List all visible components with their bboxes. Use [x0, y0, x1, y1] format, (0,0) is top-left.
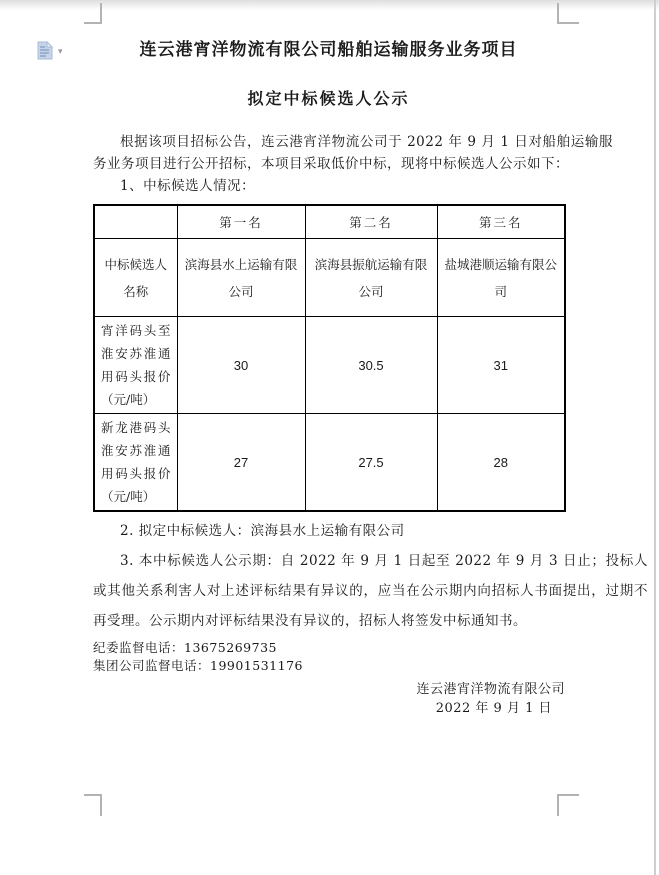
- supervision-phone-group: 集团公司监督电话：19901531176: [93, 658, 303, 673]
- item1-heading: 1、中标候选人情况：: [120, 178, 256, 194]
- paste-options-button[interactable]: [35, 40, 73, 64]
- document-page: [93, 0, 648, 718]
- table-header-cell-rank1: 第一名: [177, 205, 305, 239]
- price-cell: 30: [177, 317, 305, 414]
- margin-crop-mark-bottom-left: [84, 794, 102, 816]
- price-cell: 30.5: [305, 317, 437, 414]
- candidate-3-name: 盐城港顺运输有限公司: [437, 239, 565, 317]
- item2-paragraph: 2. 拟定中标候选人：滨海县水上运输有限公司: [120, 523, 405, 539]
- table-header-cell-rank2: 第二名: [305, 205, 437, 239]
- document-subtitle: 拟定中标候选人公示: [247, 89, 410, 108]
- row-label-candidate-name: 中标候选人名称: [94, 239, 177, 317]
- chevron-down-icon[interactable]: ▾: [58, 46, 63, 57]
- table-header-cell: [94, 205, 177, 239]
- margin-crop-mark-bottom-right: [557, 794, 579, 816]
- table-row-candidate-names: [94, 239, 565, 317]
- signature-date: 2022 年 9 月 1 日: [435, 701, 552, 716]
- table-header-cell-rank3: 第三名: [437, 205, 565, 239]
- table-row-price-xinlonggang: [94, 414, 565, 512]
- price-cell: 31: [437, 317, 565, 414]
- intro-paragraph: 根据该项目招标公告，连云港宵洋物流公司于 2022 年 9 月 1 日对船舶运输服务业务项目进行公开招标，本项目采取低价中标，现将中标候选人公示如下：: [93, 134, 613, 172]
- row-label-price-xinlonggang: 新龙港码头淮安苏淮通用码头报价（元/吨）: [94, 414, 177, 512]
- bid-candidates-table: [93, 204, 566, 512]
- signature-block: [93, 680, 648, 718]
- item3-paragraph: 3. 本中标候选人公示期：自 2022 年 9 月 1 日起至 2022 年 9 月 3 日止；投标人或其他关系利害人对上述评标结果有异议的，应当在公示期内向招标人书面提出，过期不再受理。公示期内对评标结果没有异议的，招标人将签发中标通知书。: [93, 553, 648, 629]
- candidate-1-name: 滨海县水上运输有限公司: [177, 239, 305, 317]
- signature-company: 连云港宵洋物流有限公司: [416, 682, 565, 697]
- document-title: 连云港宵洋物流有限公司船舶运输服务业务项目: [139, 40, 518, 60]
- supervision-phone-discipline: 纪委监督电话：13675269735: [93, 640, 277, 655]
- page-edge-border: [654, 0, 656, 875]
- price-cell: 28: [437, 414, 565, 512]
- candidate-2-name: 滨海县振航运输有限公司: [305, 239, 437, 317]
- table-row-price-xiaoyang: [94, 317, 565, 414]
- price-cell: 27.5: [305, 414, 437, 512]
- row-label-price-xiaoyang: 宵洋码头至淮安苏淮通用码头报价（元/吨）: [94, 317, 177, 414]
- paste-options-icon[interactable]: [35, 40, 55, 65]
- table-header-row: [94, 205, 565, 239]
- price-cell: 27: [177, 414, 305, 512]
